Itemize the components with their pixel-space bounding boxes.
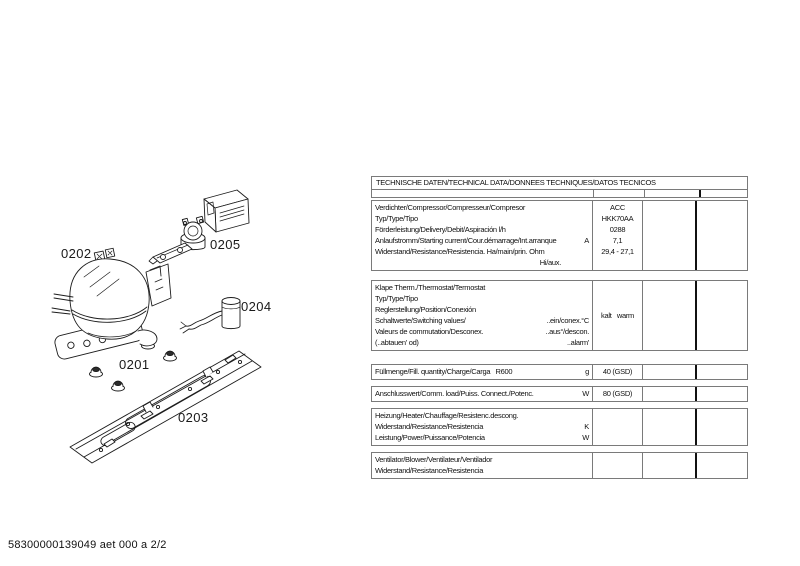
spacer-cell bbox=[372, 190, 594, 197]
row-label: Klape Therm./Thermostat/Termostat bbox=[375, 283, 486, 292]
description-column bbox=[372, 409, 593, 445]
empty-column bbox=[697, 409, 747, 445]
table-row bbox=[375, 257, 589, 268]
table-block-thermostat bbox=[371, 280, 748, 351]
row-label: Typ/Type/Tipo bbox=[375, 214, 418, 223]
row-unit: W bbox=[582, 433, 589, 442]
row-label: Reglerstellung/Position/Conexión bbox=[375, 305, 476, 314]
row-value: 0288 bbox=[609, 225, 626, 234]
empty-column bbox=[643, 409, 697, 445]
description-column bbox=[372, 281, 593, 350]
table-row bbox=[375, 465, 589, 476]
row-unit: W bbox=[582, 389, 589, 398]
description-column bbox=[372, 201, 593, 270]
value-column bbox=[593, 409, 643, 445]
table-row bbox=[375, 235, 589, 246]
row-value bbox=[593, 454, 642, 465]
row-unit: g bbox=[585, 367, 589, 376]
table-row bbox=[375, 282, 589, 293]
empty-column bbox=[697, 201, 747, 270]
value-column bbox=[593, 365, 643, 379]
row-value: 40 (GSD) bbox=[602, 367, 633, 376]
table-row bbox=[375, 246, 589, 257]
row-unit: ..alarm' bbox=[567, 338, 589, 347]
technical-data-table bbox=[371, 176, 748, 485]
row-value: 7,1 bbox=[612, 236, 623, 245]
table-row bbox=[375, 326, 589, 337]
row-label: Heizung/Heater/Chauffage/Resistenc.descong. bbox=[375, 411, 519, 420]
description-column bbox=[372, 365, 593, 379]
part-number-0201: 0201 bbox=[119, 357, 150, 372]
row-unit: ..ein/conex.°C bbox=[546, 316, 589, 325]
row-label: Füllmenge/Fill. quantity/Charge/Carga R600 bbox=[375, 367, 513, 376]
row-label: Ventilator/Blower/Ventilateur/Ventilador bbox=[375, 455, 493, 464]
cover-0205-illustration bbox=[204, 190, 249, 232]
table-row bbox=[375, 202, 589, 213]
empty-column bbox=[697, 281, 747, 350]
part-number-0204: 0204 bbox=[241, 299, 272, 314]
capacitor-illustration bbox=[180, 298, 240, 334]
part-number-0203: 0203 bbox=[178, 410, 209, 425]
spacer-cell bbox=[701, 190, 747, 197]
table-block-fan bbox=[371, 452, 748, 479]
row-unit: A bbox=[584, 236, 589, 245]
row-value: 29,4 - 27,1 bbox=[601, 247, 634, 256]
table-row bbox=[375, 410, 589, 421]
table-row bbox=[375, 213, 589, 224]
table-row bbox=[375, 293, 589, 304]
value-column bbox=[593, 201, 643, 270]
row-label: Schaltwerte/Switching values/ bbox=[375, 316, 466, 325]
table-block-compressor bbox=[371, 200, 748, 271]
empty-column bbox=[643, 281, 697, 350]
row-value bbox=[593, 465, 642, 476]
row-unit: K bbox=[584, 422, 589, 431]
spacer-cell bbox=[645, 190, 701, 197]
part-number-0205: 0205 bbox=[210, 237, 241, 252]
empty-column bbox=[643, 365, 697, 379]
table-blocks bbox=[371, 200, 748, 479]
table-title: TECHNISCHE DATEN/TECHNICAL DATA/DONNEES TECHNIQUES/DATOS TECNICOS bbox=[371, 176, 748, 190]
value-column: kalt warm bbox=[593, 281, 643, 350]
row-label: Förderleistung/Delivery/Debit/Aspiración l/h bbox=[375, 225, 506, 234]
bracket-0205-illustration bbox=[149, 243, 192, 264]
row-unit: ..aus°/descon. bbox=[545, 327, 589, 336]
part-number-0202: 0202 bbox=[61, 246, 92, 261]
table-block-refrigerant-charge bbox=[371, 364, 748, 380]
row-label: Widerstand/Resistance/Resistencia bbox=[375, 422, 484, 431]
spacer-cell bbox=[594, 190, 645, 197]
value-column bbox=[593, 387, 643, 401]
row-label: Widerstand/Resistance/Resistencia. Ha/main/prin. Ohm bbox=[375, 247, 545, 256]
empty-column bbox=[697, 365, 747, 379]
table-row bbox=[375, 421, 589, 432]
document-number: 58300000139049 aet 000 a 2/2 bbox=[8, 539, 167, 551]
empty-column bbox=[697, 453, 747, 478]
compressor-illustration bbox=[52, 248, 171, 360]
row-value bbox=[593, 421, 642, 432]
table-row bbox=[375, 304, 589, 315]
table-block-defrost-heater bbox=[371, 408, 748, 446]
empty-column bbox=[643, 201, 697, 270]
row-value: ACC bbox=[610, 203, 625, 212]
row-label: Verdichter/Compressor/Compresseur/Compresor bbox=[375, 203, 526, 212]
row-label: Leistung/Power/Puissance/Potencia bbox=[375, 433, 485, 442]
table-row bbox=[375, 432, 589, 443]
table-block-connected-load bbox=[371, 386, 748, 402]
row-unit: Hi/aux. bbox=[539, 258, 561, 267]
row-value bbox=[593, 410, 642, 421]
description-column bbox=[372, 387, 593, 401]
value-column bbox=[593, 453, 643, 478]
table-spacer-row bbox=[371, 190, 748, 198]
row-label: Anlaufstromm/Starting current/Cour.démarrage/Int.arranque bbox=[375, 236, 557, 245]
table-row bbox=[375, 337, 589, 348]
description-column bbox=[372, 453, 593, 478]
row-label: Valeurs de commutation/Desconex. bbox=[375, 327, 484, 336]
row-label: Widerstand/Resistance/Resistencia bbox=[375, 466, 484, 475]
table-row bbox=[375, 454, 589, 465]
row-value bbox=[593, 432, 642, 443]
empty-column bbox=[697, 387, 747, 401]
table-row bbox=[375, 366, 589, 377]
table-row bbox=[375, 388, 589, 399]
table-row bbox=[375, 224, 589, 235]
row-label: (..abtauen' od) bbox=[375, 338, 419, 347]
row-value: 80 (GSD) bbox=[602, 389, 633, 398]
row-value bbox=[593, 257, 642, 268]
empty-column bbox=[643, 387, 697, 401]
table-row bbox=[375, 315, 589, 326]
row-label: Anschlusswert/Comm. load/Puiss. Connect./Potenc. bbox=[375, 389, 534, 398]
row-value: HKK70AA bbox=[601, 214, 634, 223]
empty-column bbox=[643, 453, 697, 478]
row-label: Typ/Type/Tipo bbox=[375, 294, 418, 303]
